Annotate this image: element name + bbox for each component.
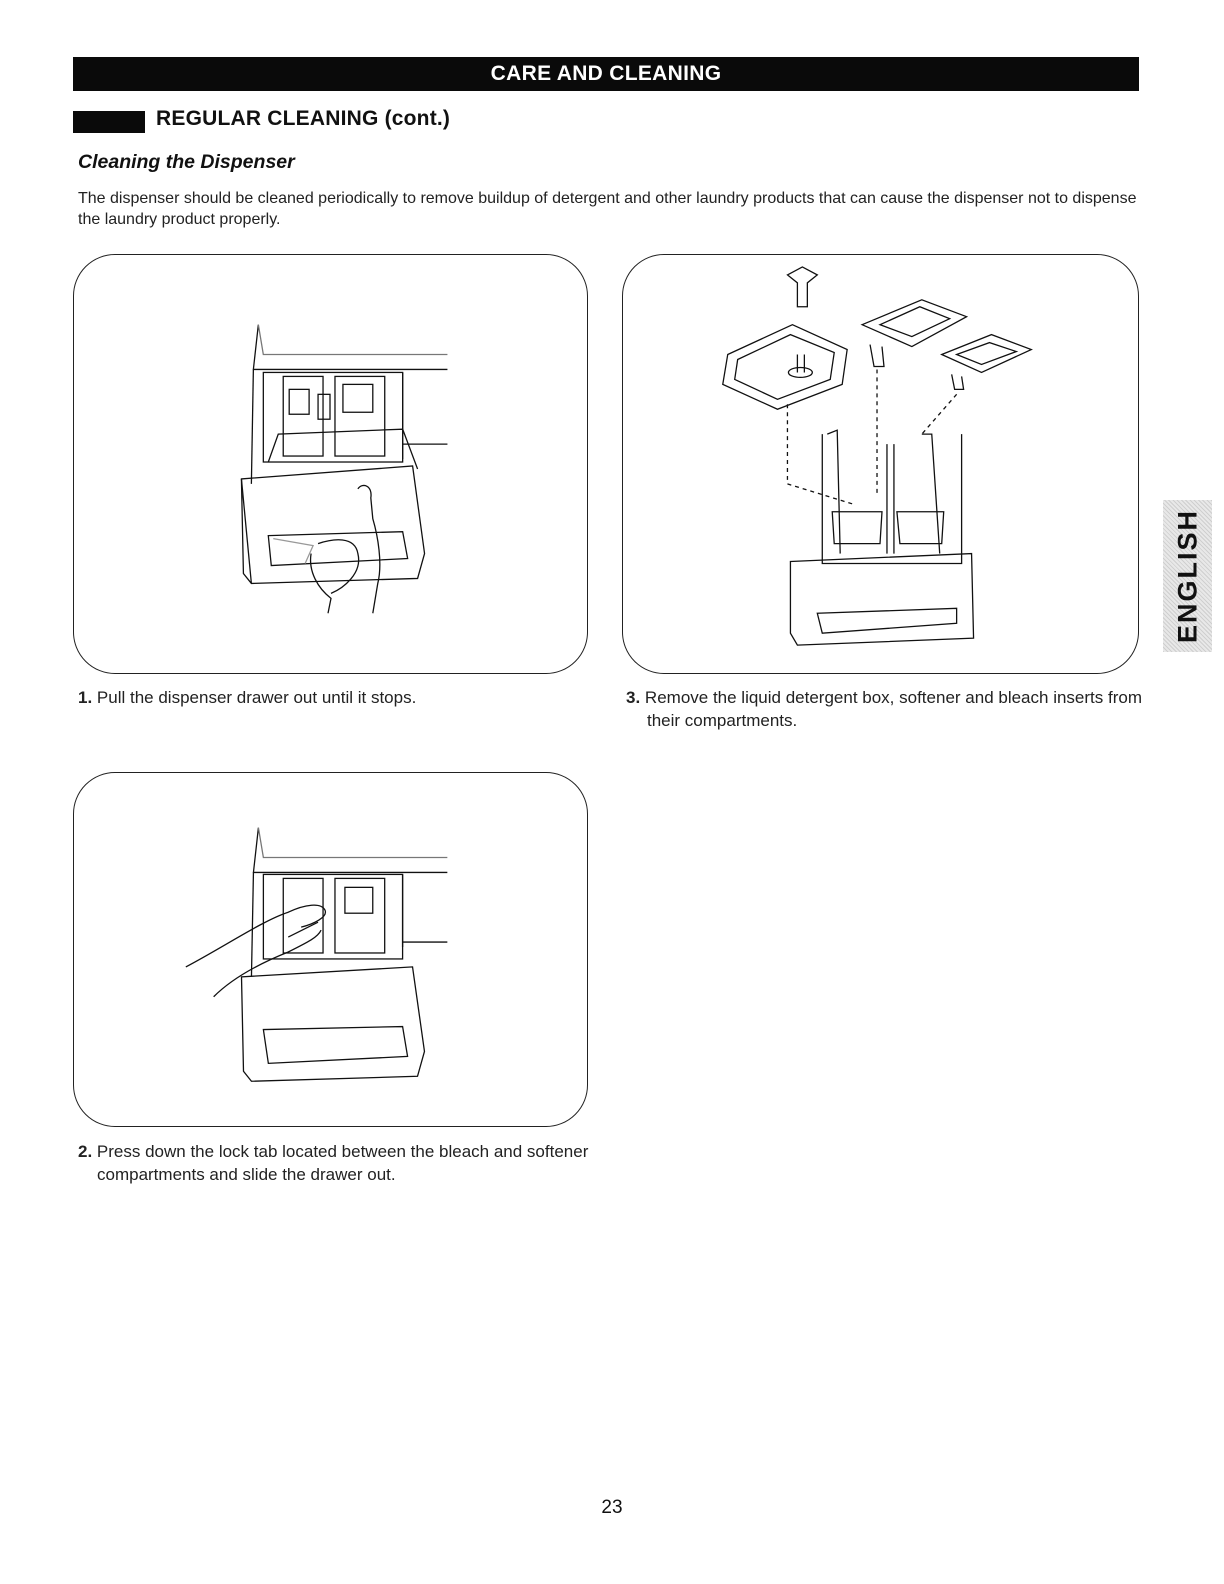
intro-paragraph: The dispenser should be cleaned periodically to remove buildup of detergent and other laundry products that can cause the dispenser not to dispense the laundry product properly. <box>78 190 1137 228</box>
section-title: REGULAR CLEANING (cont.) <box>156 107 451 130</box>
step-1-text: Pull the dispenser drawer out until it stops. <box>96 688 417 707</box>
step-1 <box>78 686 578 709</box>
press-lock-tab-illustration <box>74 773 587 1126</box>
pull-drawer-illustration <box>74 255 587 673</box>
language-side-tab <box>1163 500 1212 652</box>
remove-inserts-illustration <box>623 255 1138 673</box>
step-2 <box>78 1140 602 1186</box>
step-3-text: Remove the liquid detergent box, softener and bleach inserts from their compartments. <box>644 688 1142 730</box>
page-header-bar <box>73 57 1139 91</box>
header-title: CARE AND CLEANING <box>490 62 722 85</box>
step-3 <box>626 686 1157 732</box>
section-marker <box>73 111 145 133</box>
figure-remove-inserts <box>622 254 1139 674</box>
step-2-text: Press down the lock tab located between the bleach and softener compartments and slide the drawer out. <box>96 1142 589 1184</box>
subsection-title: Cleaning the Dispenser <box>78 151 295 173</box>
step-3-number: 3. <box>626 688 641 707</box>
figure-pull-drawer <box>73 254 588 674</box>
language-label: ENGLISH <box>1172 508 1202 644</box>
step-2-number: 2. <box>78 1142 93 1161</box>
figure-press-lock-tab <box>73 772 588 1127</box>
page-number: 23 <box>601 1497 623 1518</box>
step-1-number: 1. <box>78 688 93 707</box>
